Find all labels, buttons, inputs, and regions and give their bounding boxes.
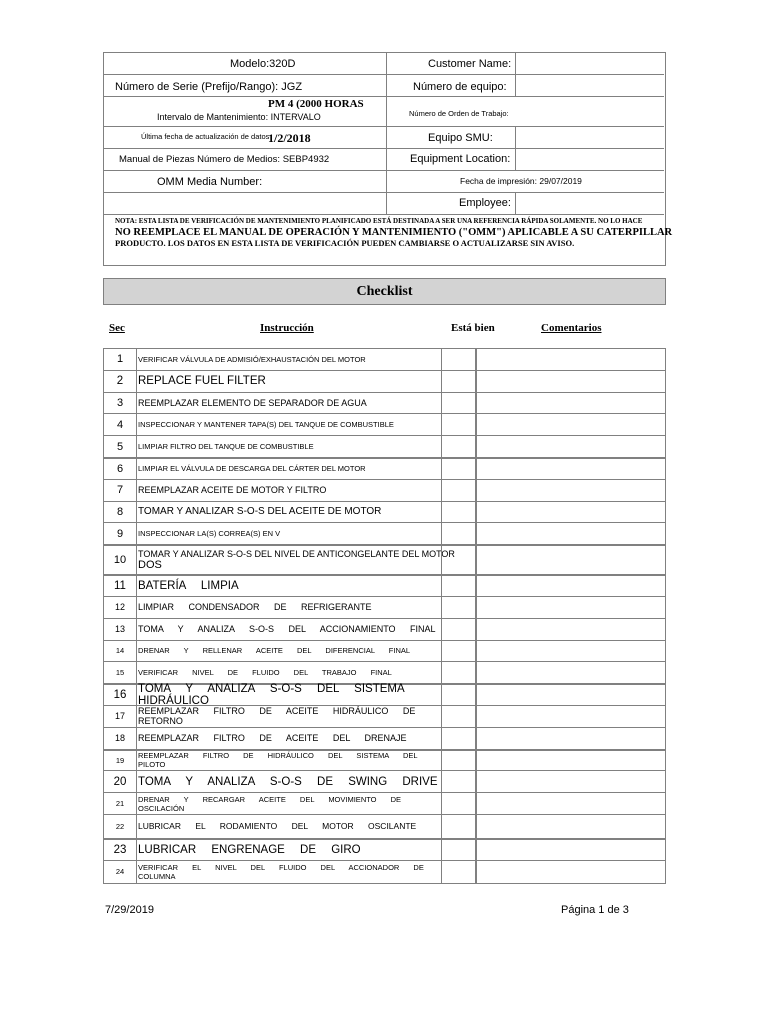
- footer-page-number: Página 1 de 3: [561, 904, 629, 916]
- table-row: [104, 597, 665, 619]
- table-row: [104, 839, 665, 861]
- row-instruction: REPLACE FUEL FILTER: [138, 375, 266, 388]
- table-row: [104, 728, 665, 750]
- numero-equipo-label: Número de equipo:: [413, 81, 507, 93]
- table-row: [104, 815, 665, 839]
- table-row: [104, 458, 665, 480]
- row-number: 17: [114, 711, 125, 722]
- row-instruction: TOMAR Y ANALIZAR S-O-S DEL ACEITE DE MOTOR: [138, 506, 382, 518]
- intervalo-label: Intervalo de Mantenimiento: INTERVALO: [157, 112, 321, 122]
- table-row: [104, 684, 665, 706]
- row-instruction: DRENAR Y RECARGAR ACEITE DEL MOVIMIENTO DE OSCILACIÓN: [138, 794, 402, 813]
- col-header-comentarios: Comentarios: [541, 322, 602, 334]
- header-divider: [515, 126, 516, 148]
- header-divider: [515, 52, 516, 74]
- header-divider: [103, 192, 664, 193]
- row-instruction: REEMPLAZAR ACEITE DE MOTOR Y FILTRO: [138, 485, 327, 496]
- col-header-sec: Sec: [109, 322, 125, 334]
- equipment-location-label: Equipment Location:: [410, 153, 511, 165]
- row-number: 21: [115, 799, 125, 809]
- row-number: 22: [115, 821, 125, 831]
- numero-serie-label: Número de Serie (Prefijo/Rango): JGZ: [115, 81, 303, 93]
- table-row: [104, 436, 665, 458]
- row-instruction: LIMPIAR FILTRO DEL TANQUE DE COMBUSTIBLE: [138, 442, 314, 452]
- header-divider: [515, 192, 516, 214]
- row-number: 20: [113, 775, 127, 788]
- table-row: [104, 480, 665, 502]
- row-number: 6: [116, 462, 124, 475]
- table-row: [104, 414, 665, 436]
- row-number: 1: [116, 353, 124, 366]
- row-number: 10: [113, 554, 127, 567]
- customer-name-label: Customer Name:: [428, 58, 512, 70]
- row-number: 16: [113, 689, 127, 702]
- note-line-1: NOTA: ESTA LISTA DE VERIFICACIÓN DE MANTENIMIENTO PLANIFICADO ESTÁ DESTINADA A SER UNA REFERENCIA RÁPIDA SOLAMENTE. NO LO HACE: [115, 217, 643, 225]
- row-number: 2: [116, 375, 124, 388]
- row-instruction: DRENAR Y RELLENAR ACEITE DEL DIFERENCIAL FINAL: [138, 646, 411, 656]
- row-instruction: TOMA Y ANALIZA S-O-S DEL ACCIONAMIENTO FINAL: [138, 624, 436, 635]
- intervalo-title: PM 4 (2000 HORAS: [268, 98, 364, 110]
- table-row: [104, 575, 665, 597]
- row-number: 14: [115, 646, 125, 656]
- checklist-title-bar: [103, 278, 666, 305]
- ultima-fecha-label: Última fecha de actualización de datos: [141, 132, 270, 141]
- table-row: [104, 523, 665, 545]
- row-instruction: REEMPLAZAR FILTRO DE ACEITE DEL DRENAJE: [138, 733, 407, 744]
- row-number: 15: [115, 668, 125, 678]
- row-instruction: LIMPIAR EL VÁLVULA DE DESCARGA DEL CÁRTER DEL MOTOR: [138, 464, 366, 474]
- table-row: [104, 371, 665, 393]
- row-number: 4: [116, 418, 124, 431]
- disclaimer-note: [115, 216, 680, 249]
- header-divider: [103, 96, 664, 97]
- table-row: [104, 662, 665, 684]
- table-row: [104, 619, 665, 641]
- row-number: 12: [114, 602, 125, 613]
- row-instruction: INSPECCIONAR LA(S) CORREA(S) EN V: [138, 529, 281, 539]
- table-row: [104, 771, 665, 793]
- row-number: 24: [115, 867, 125, 877]
- row-instruction: INSPECCIONAR Y MANTENER TAPA(S) DEL TANQUE DE COMBUSTIBLE: [138, 420, 394, 430]
- row-instruction: REEMPLAZAR ELEMENTO DE SEPARADOR DE AGUA: [138, 397, 367, 408]
- header-divider: [103, 74, 664, 75]
- header-divider: [515, 74, 516, 96]
- header-divider: [103, 126, 664, 127]
- row-instruction: LIMPIAR CONDENSADOR DE REFRIGERANTE: [138, 602, 372, 613]
- table-row: [104, 393, 665, 415]
- row-number: 19: [115, 755, 125, 765]
- row-instruction: VERIFICAR EL NIVEL DEL FLUIDO DEL ACCIONADOR DE COLUMNA: [138, 862, 424, 881]
- table-row: [104, 349, 665, 371]
- equipo-smu-label: Equipo SMU:: [428, 132, 493, 144]
- checklist-table: [103, 348, 666, 884]
- row-instruction: TOMAR Y ANALIZAR S-O-S DEL NIVEL DE ANTICONGELANTE DEL MOTOR: [138, 549, 455, 560]
- row-number: 3: [116, 396, 124, 409]
- note-line-2: NO REEMPLACE EL MANUAL DE OPERACIÓN Y MANTENIMIENTO ("OMM") APLICABLE A SU CATERPILLAR: [115, 227, 673, 238]
- row-number: 7: [116, 484, 124, 497]
- omm-media-label: OMM Media Number:: [157, 176, 263, 188]
- header-divider: [103, 214, 664, 215]
- checklist-title: Checklist: [356, 284, 413, 299]
- row-instruction: VERIFICAR NIVEL DE FLUIDO DEL TRABAJO FINAL: [138, 668, 392, 678]
- row-number: 9: [116, 527, 124, 540]
- table-row: [104, 502, 665, 524]
- table-row: [104, 861, 665, 883]
- header-divider: [103, 170, 664, 171]
- header-divider: [515, 148, 516, 170]
- row-instruction: VERIFICAR VÁLVULA DE ADMISIÓ/EXHAUSTACIÓN DEL MOTOR: [138, 354, 366, 364]
- row-number: 23: [113, 843, 127, 856]
- fecha-impresion-label: Fecha de impresión: 29/07/2019: [460, 176, 582, 186]
- manual-piezas-label: Manual de Piezas Número de Medios: SEBP4932: [119, 154, 330, 165]
- header-divider: [386, 52, 387, 214]
- col-header-instruccion: Instrucción: [260, 322, 314, 334]
- row-instruction: TOMA Y ANALIZA S-O-S DE SWING DRIVE: [138, 775, 438, 788]
- header-divider: [103, 148, 664, 149]
- table-row: [104, 706, 665, 728]
- row-number: 11: [114, 580, 126, 593]
- row-instruction: LUBRICAR EL RODAMIENTO DEL MOTOR OSCILANTE: [138, 821, 417, 832]
- col-header-esta-bien: Está bien: [451, 322, 495, 334]
- table-row: [104, 750, 665, 772]
- row-instruction: BATERÍA LIMPIA: [138, 580, 239, 593]
- row-number: 5: [116, 440, 124, 453]
- note-line-3: PRODUCTO. LOS DATOS EN ESTA LISTA DE VERIFICACIÓN PUEDEN CAMBIARSE O ACTUALIZARSE SIN AVISO.: [115, 238, 575, 248]
- footer-date: 7/29/2019: [105, 904, 154, 916]
- row-instruction: LUBRICAR ENGRENAGE DE GIRO: [138, 843, 361, 856]
- row-number: 18: [114, 733, 125, 744]
- modelo-label: Modelo:320D: [230, 58, 296, 70]
- table-row: [104, 545, 665, 575]
- row-number: 13: [114, 624, 125, 635]
- table-row: [104, 793, 665, 815]
- table-row: [104, 641, 665, 663]
- row-instruction: REEMPLAZAR FILTRO DE ACEITE HIDRÁULICO DE RETORNO: [138, 706, 416, 727]
- row-instruction: TOMA Y ANALIZA S-O-S DEL SISTEMA HIDRÁULICO: [138, 683, 405, 708]
- row-instruction-cont: DOS: [138, 559, 162, 572]
- employee-label: Employee:: [459, 197, 511, 209]
- row-instruction: REEMPLAZAR FILTRO DE HIDRÁULICO DEL SISTEMA DEL PILOTO: [138, 751, 418, 770]
- row-number: 8: [116, 505, 124, 518]
- orden-trabajo-label: Número de Orden de Trabajo:: [409, 109, 509, 118]
- ultima-fecha-value: 1/2/2018: [268, 131, 311, 145]
